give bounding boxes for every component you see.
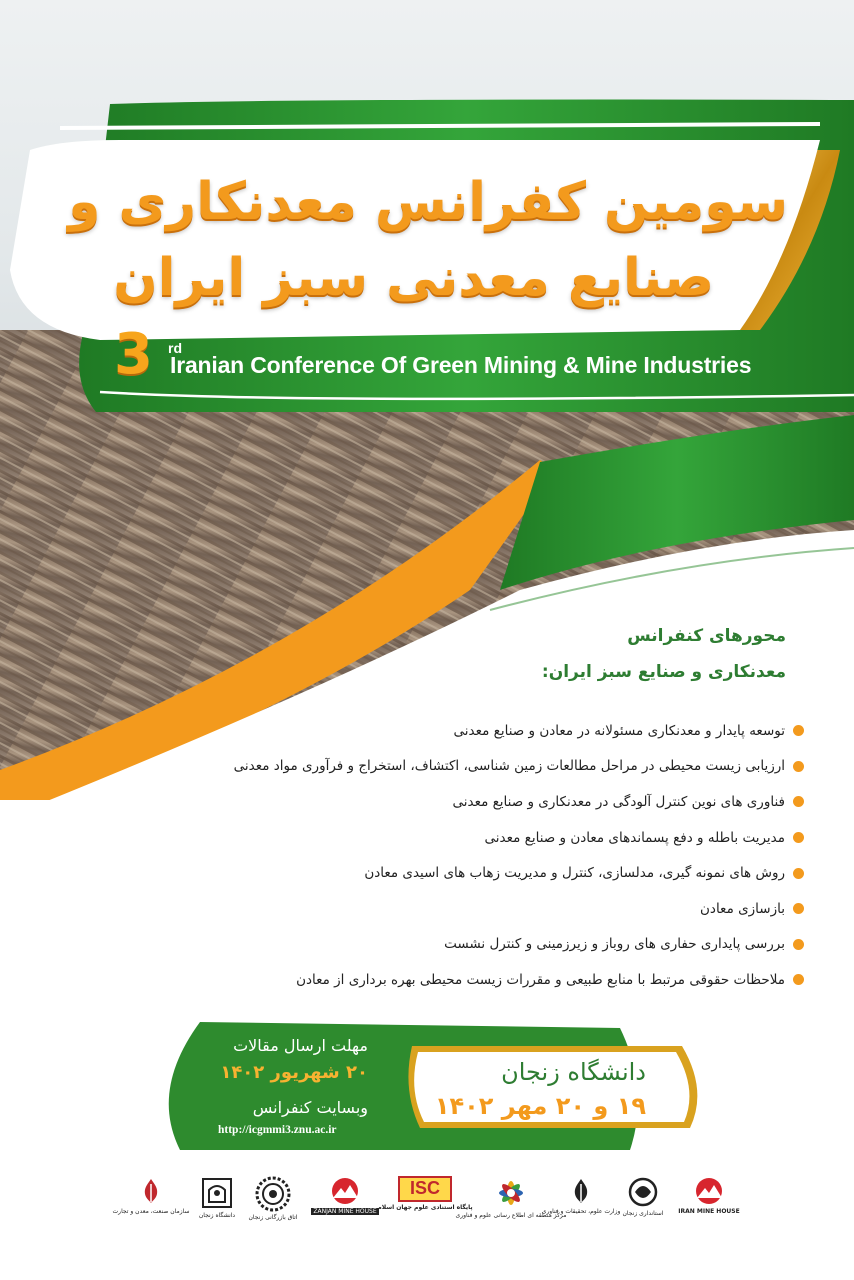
logo-caption: پایگاه استنادی علوم جهان اسلام: [377, 1204, 473, 1211]
english-title: Iranian Conference Of Green Mining & Mine Industries: [170, 352, 752, 378]
bullet-icon: [793, 761, 804, 772]
title-line-2: صنایع معدنی سبز ایران: [113, 248, 714, 308]
logo-caption: IRAN MINE HOUSE: [678, 1208, 740, 1215]
topic-text: فناوری های نوین کنترل آلودگی در معدنکاری و صنایع معدنی: [452, 793, 785, 810]
bullet-icon: [793, 903, 804, 914]
list-item: [104, 962, 804, 998]
logo-chamber: [240, 1176, 306, 1242]
ordinal-number: 3: [114, 322, 153, 387]
topic-text: بررسی پایداری حفاری های روباز و زیرزمینی و کنترل نشست: [444, 936, 785, 953]
gear-seal-icon: [255, 1176, 291, 1212]
list-item: [104, 820, 804, 856]
province-logo-icon: [627, 1176, 659, 1208]
logo-trade-ministry: [112, 1176, 190, 1242]
ordinal-suffix: rd: [168, 340, 182, 356]
logo-province: [610, 1176, 676, 1242]
list-item: [104, 927, 804, 963]
website-label: وبسایت کنفرانس: [252, 1098, 368, 1117]
logo-caption: ZANJAN MINE HOUSE: [313, 1208, 377, 1215]
logo-caption: مرکز منطقه ای اطلاع رسانی علوم و فناوری: [455, 1212, 567, 1219]
title-line-1: سومین کفرانس معدنکاری و: [68, 172, 788, 232]
logo-caption: استانداری زنجان: [622, 1210, 664, 1217]
logo-regional-center: [455, 1176, 567, 1242]
bullet-icon: [793, 868, 804, 879]
topics-subheading: معدنکاری و صنایع سبز ایران:: [541, 662, 786, 682]
bullet-icon: [793, 796, 804, 807]
zanjan-mine-house-icon: [325, 1176, 365, 1206]
logo-iran-mine-house: [676, 1176, 742, 1242]
topic-text: ارزیابی زیست محیطی در مراحل مطالعات زمین شناسی، اکتشاف، استخراج و فرآوری مواد معدنی: [233, 758, 785, 775]
list-item: [104, 891, 804, 927]
venue-name: دانشگاه زنجان: [501, 1058, 646, 1086]
deadline-date: ۲۰ شهریور ۱۴۰۲: [220, 1062, 368, 1083]
deadline-label: مهلت ارسال مقالات: [233, 1036, 368, 1055]
logo-zanjan-mine-house: [312, 1176, 378, 1242]
logo-science-ministry: [541, 1176, 621, 1242]
topic-text: توسعه پایدار و معدنکاری مسئولانه در معادن و صنایع معدنی: [453, 722, 785, 739]
star-flower-icon: [494, 1176, 528, 1210]
iran-emblem-icon: [136, 1176, 166, 1206]
website-link[interactable]: http://icgmmi3.znu.ac.ir: [218, 1124, 337, 1136]
logo-caption: دانشگاه زنجان: [198, 1212, 236, 1219]
topic-text: ملاحظات حقوقی مرتبط با منابع طبیعی و مقررات زیست محیطی بهره برداری از معادن: [296, 971, 785, 988]
logo-caption: اتاق بازرگانی زنجان: [248, 1214, 298, 1221]
topics-heading: محورهای کنفرانس: [627, 626, 786, 646]
university-logo-icon: [200, 1176, 234, 1210]
logo-caption: وزارت علوم، تحقیقات و فناوری: [541, 1208, 621, 1215]
topic-text: روش های نمونه گیری، مدلسازی، کنترل و مدیریت زهاب های اسیدی معادن: [364, 865, 785, 882]
logo-caption: سازمان صنعت، معدن و تجارت: [112, 1208, 190, 1215]
venue-date: ۱۹ و ۲۰ مهر ۱۴۰۲: [434, 1092, 646, 1120]
iran-mine-house-icon: [689, 1176, 729, 1206]
isc-label: ISC: [409, 1178, 440, 1198]
iran-emblem-icon: [566, 1176, 596, 1206]
list-item: [104, 855, 804, 891]
list-item: [104, 713, 804, 749]
bullet-icon: [793, 832, 804, 843]
list-item: [104, 784, 804, 820]
bullet-icon: [793, 939, 804, 950]
topic-text: بازسازی معادن: [700, 900, 785, 917]
bullet-icon: [793, 725, 804, 736]
list-item: [104, 749, 804, 785]
topic-text: مدیریت باطله و دفع پسماندهای معادن و صنایع معدنی: [484, 829, 785, 846]
logo-isc: [377, 1176, 473, 1242]
topics-list: [104, 713, 804, 998]
bullet-icon: [793, 974, 804, 985]
